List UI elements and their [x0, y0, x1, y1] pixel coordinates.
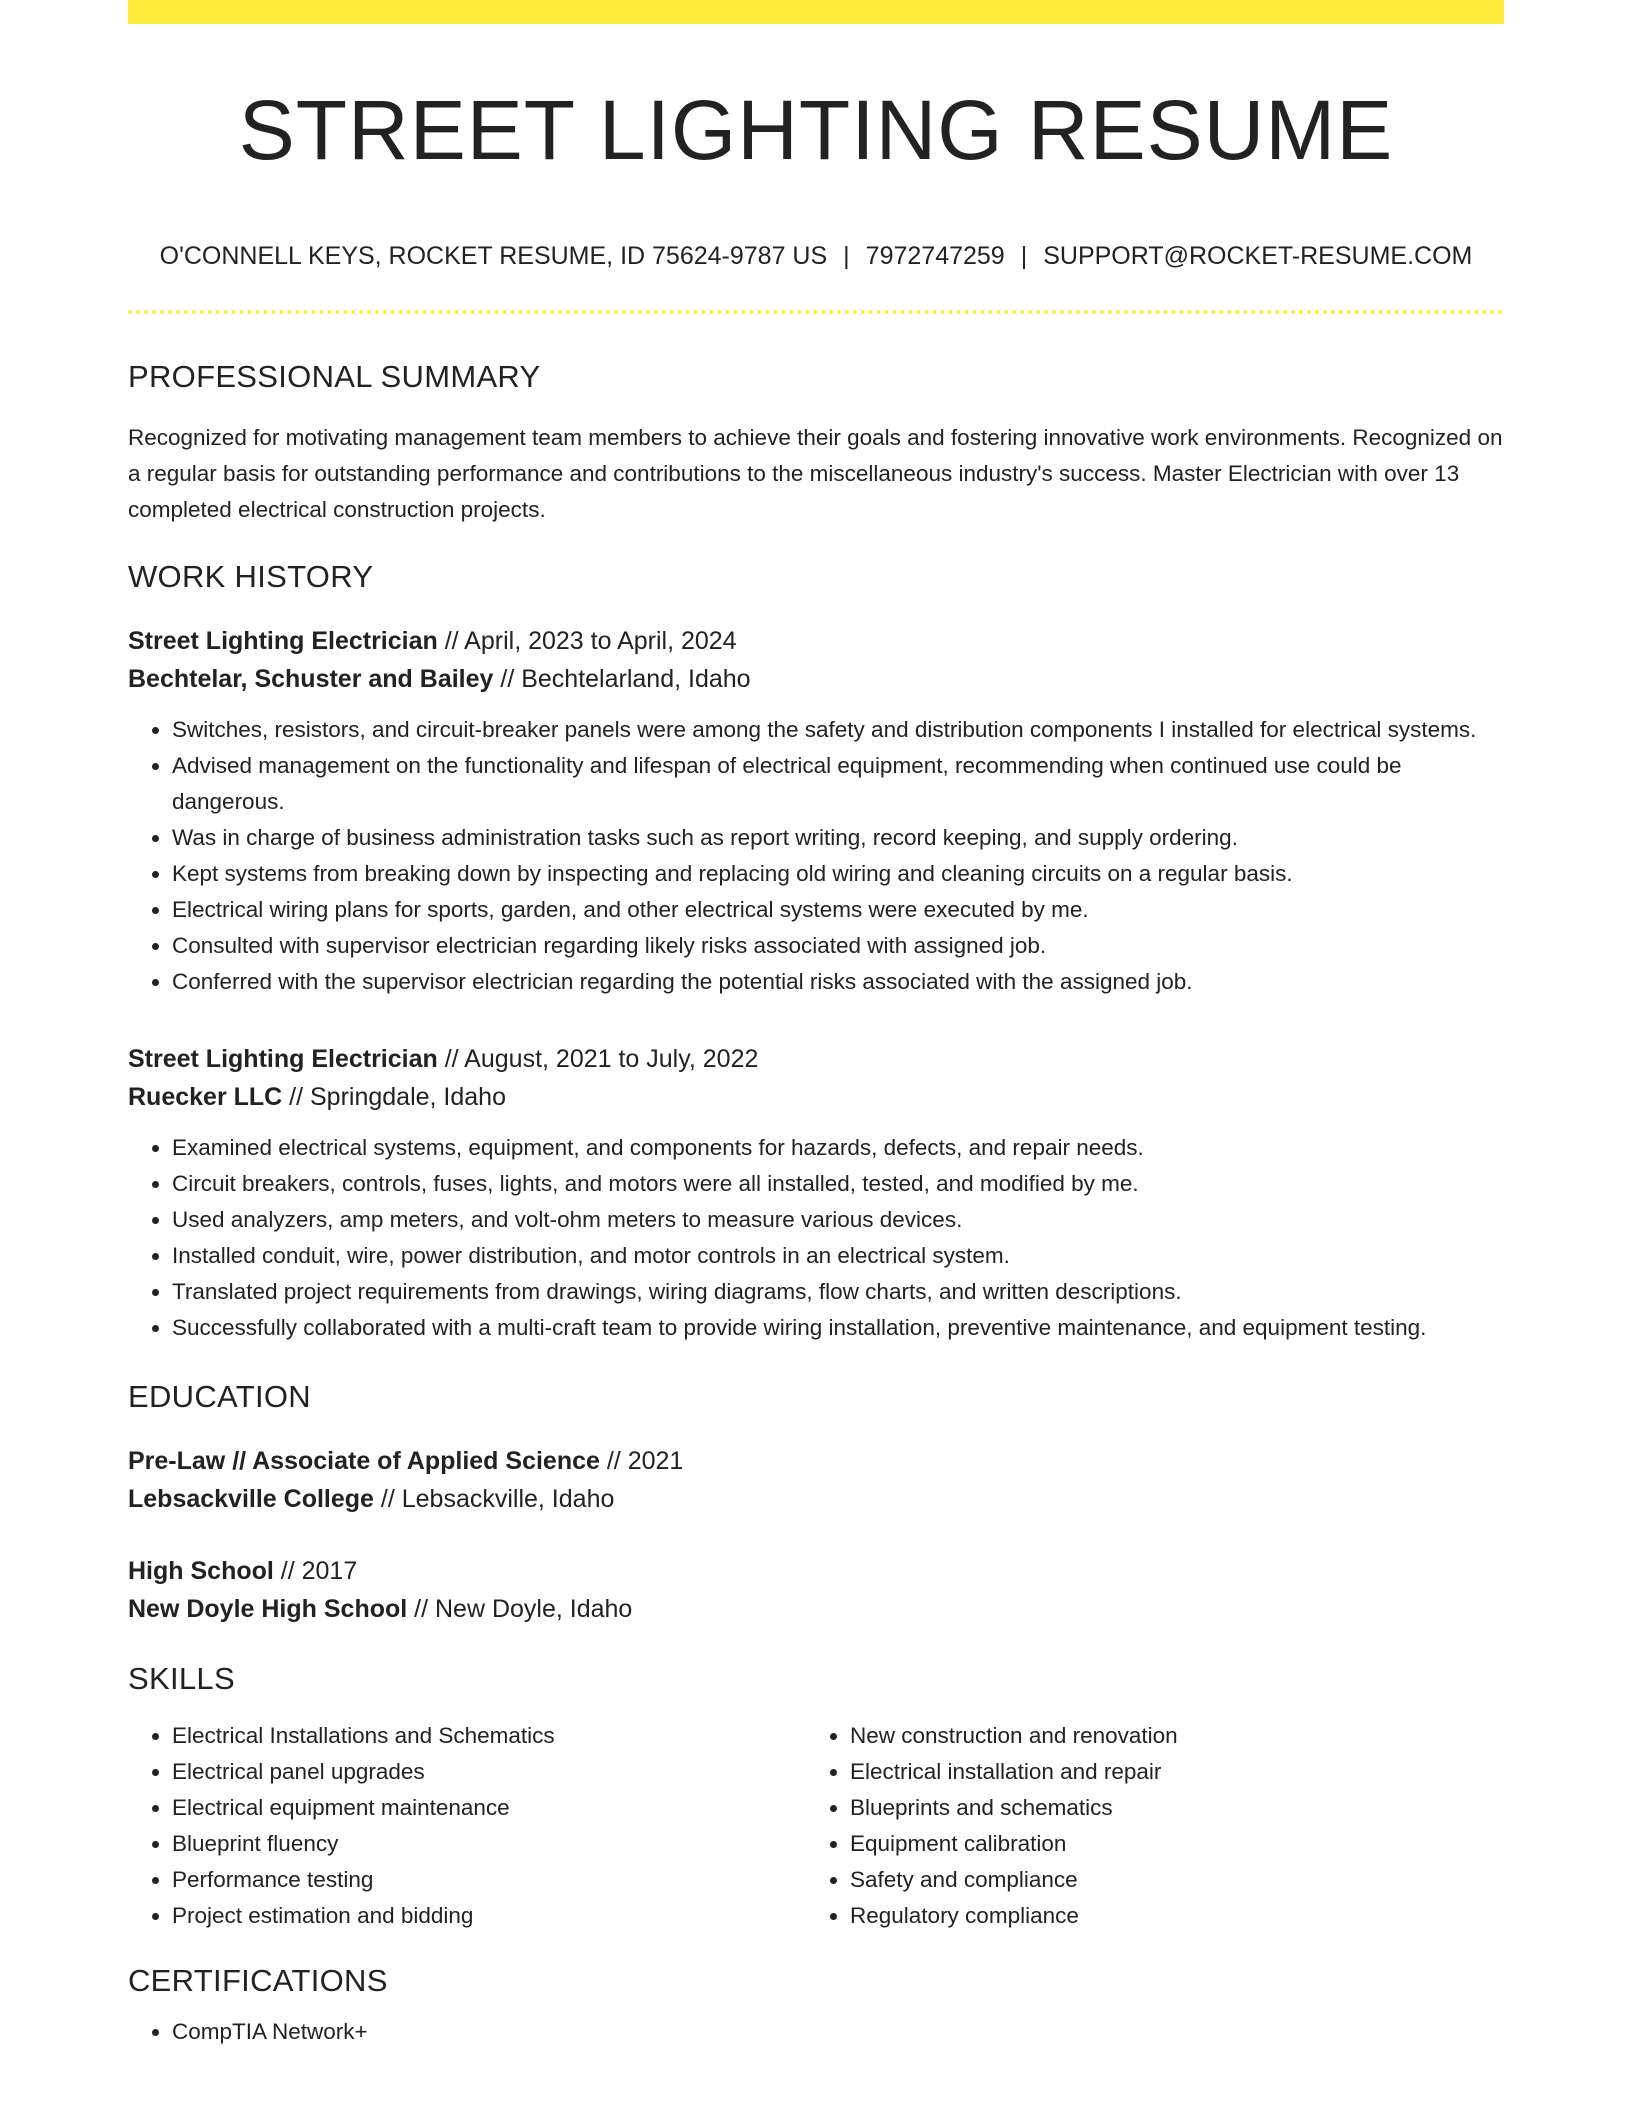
skills-column-left: [128, 1718, 806, 1934]
list-item: • Translated project requirements from drawings, wiring diagrams, flow charts, and written descriptions.: [172, 1274, 1504, 1310]
job-dates: // April, 2023 to April, 2024: [437, 627, 737, 655]
list-item: • Electrical panel upgrades: [172, 1754, 806, 1790]
list-item: • CompTIA Network+: [172, 2014, 1504, 2050]
contact-phone: 7972747259: [865, 242, 1005, 270]
job-entry: [128, 622, 1504, 1000]
education-degree: High School: [128, 1557, 274, 1585]
resume-title: STREET LIGHTING RESUME: [238, 83, 1394, 177]
education-school: Lebsackville College: [128, 1485, 374, 1513]
list-item: • Consulted with supervisor electrician regarding likely risks associated with assigned job.: [172, 928, 1504, 964]
contact-separator: |: [843, 242, 850, 270]
education-degree-line: [128, 1552, 1504, 1590]
list-item: • Was in charge of business administration tasks such as report writing, record keeping, and supply ordering.: [172, 820, 1504, 856]
list-item: • Project estimation and bidding: [172, 1898, 806, 1934]
education-location: // New Doyle, Idaho: [407, 1595, 633, 1623]
education-school-line: [128, 1590, 1504, 1628]
list-item: • Blueprint fluency: [172, 1826, 806, 1862]
list-item: • New construction and renovation: [850, 1718, 1484, 1754]
list-item: • Kept systems from breaking down by inspecting and replacing old wiring and cleaning circuits on a regular basis.: [172, 856, 1504, 892]
list-item: • Electrical installation and repair: [850, 1754, 1484, 1790]
list-item: • Electrical wiring plans for sports, garden, and other electrical systems were executed by me.: [172, 892, 1504, 928]
job-company: Bechtelar, Schuster and Bailey: [128, 665, 494, 693]
list-item: • Examined electrical systems, equipment, and components for hazards, defects, and repair needs.: [172, 1130, 1504, 1166]
list-item: • Successfully collaborated with a multi-craft team to provide wiring installation, preventive maintenance, and equipment testing.: [172, 1310, 1504, 1346]
certifications-list: [128, 2014, 1504, 2050]
job-dates: // August, 2021 to July, 2022: [437, 1045, 759, 1073]
job-location: // Springdale, Idaho: [282, 1083, 506, 1111]
list-item: • Electrical Installations and Schematics: [172, 1718, 806, 1754]
job-title-line: [128, 622, 1504, 660]
skills-list: [806, 1718, 1484, 1934]
section-heading-skills: SKILLS: [128, 1661, 235, 1696]
list-item: • Conferred with the supervisor electrician regarding the potential risks associated with the assigned job.: [172, 964, 1504, 1000]
job-bullets: [128, 1130, 1504, 1346]
list-item: • Switches, resistors, and circuit-breaker panels were among the safety and distribution components I installed for electrical systems.: [172, 712, 1504, 748]
list-item: • Installed conduit, wire, power distribution, and motor controls in an electrical system.: [172, 1238, 1504, 1274]
job-company-line: [128, 1078, 1504, 1116]
job-company: Ruecker LLC: [128, 1083, 283, 1111]
list-item: • Circuit breakers, controls, fuses, lights, and motors were all installed, tested, and modified by me.: [172, 1166, 1504, 1202]
contact-email: SUPPORT@ROCKET-RESUME.COM: [1043, 242, 1473, 270]
list-item: • Regulatory compliance: [850, 1898, 1484, 1934]
contact-line: [128, 240, 1504, 272]
list-item: • Safety and compliance: [850, 1862, 1484, 1898]
education-location: // Lebsackville, Idaho: [373, 1485, 615, 1513]
skills-list: [128, 1718, 806, 1934]
education-school-line: [128, 1480, 1504, 1518]
list-item: • Blueprints and schematics: [850, 1790, 1484, 1826]
education-entry: [128, 1442, 1504, 1518]
list-item: • Used analyzers, amp meters, and volt-ohm meters to measure various devices.: [172, 1202, 1504, 1238]
skills-column-right: [806, 1718, 1484, 1934]
skills-grid: [128, 1718, 1504, 1934]
education-year: // 2021: [599, 1447, 684, 1475]
education-school: New Doyle High School: [128, 1595, 408, 1623]
education-degree-line: [128, 1442, 1504, 1480]
job-location: // Bechtelarland, Idaho: [493, 665, 751, 693]
contact-separator: |: [1020, 242, 1028, 270]
list-item: • Equipment calibration: [850, 1826, 1484, 1862]
section-heading-summary: PROFESSIONAL SUMMARY: [128, 359, 541, 394]
summary-text: Recognized for motivating management team members to achieve their goals and fostering innovative work environments. Recognized on a regular basis for outstanding performance and contributions to the miscellaneous industry's success. Master Electrician with over 13 completed electrical construction projects.: [128, 425, 1503, 522]
list-item: • Electrical equipment maintenance: [172, 1790, 806, 1826]
section-heading-certifications: CERTIFICATIONS: [128, 1963, 388, 1998]
section-heading-work-history: WORK HISTORY: [128, 559, 374, 594]
education-entry: [128, 1552, 1504, 1628]
list-item: • Performance testing: [172, 1862, 806, 1898]
list-item: • Advised management on the functionality and lifespan of electrical equipment, recommending when continued use could be dangerous.: [172, 748, 1504, 820]
job-title: Street Lighting Electrician: [128, 627, 438, 655]
accent-top-bar: [128, 0, 1504, 24]
dotted-divider: [128, 310, 1504, 314]
job-company-line: [128, 660, 1504, 698]
education-year: // 2017: [273, 1557, 358, 1585]
job-title: Street Lighting Electrician: [128, 1045, 438, 1073]
education-degree: Pre-Law // Associate of Applied Science: [128, 1447, 600, 1475]
job-bullets: [128, 712, 1504, 1000]
section-heading-education: EDUCATION: [128, 1379, 311, 1414]
resume-content: [128, 24, 1504, 2050]
contact-address: O'CONNELL KEYS, ROCKET RESUME, ID 75624-9787 US: [159, 242, 828, 270]
job-title-line: [128, 1040, 1504, 1078]
job-entry: [128, 1040, 1504, 1346]
